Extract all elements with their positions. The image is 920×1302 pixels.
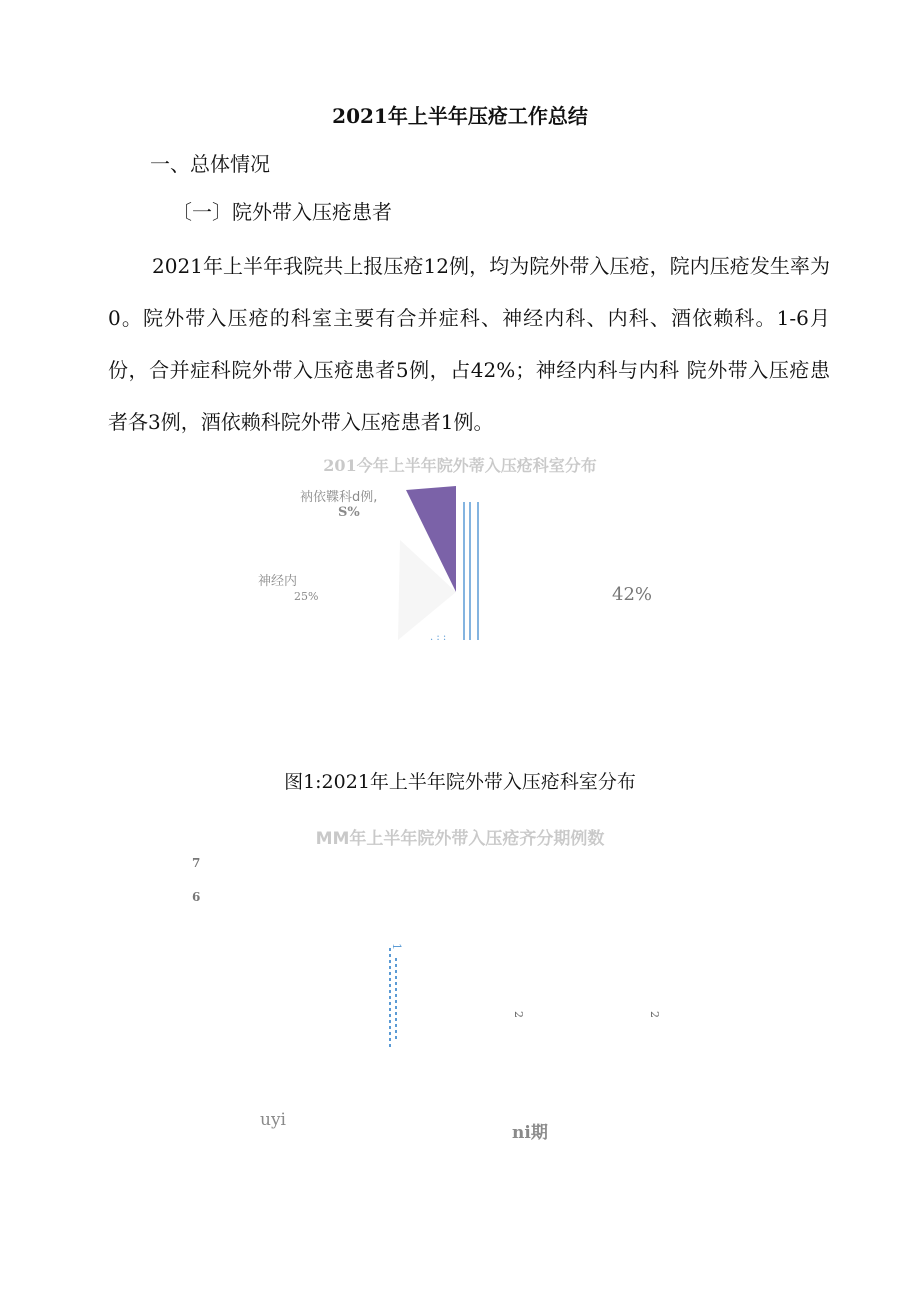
document-title: 2021年上半年压疮工作总结	[332, 104, 588, 128]
pie-value-slice-2: 25%	[294, 590, 319, 603]
section-heading: 一、总体情况	[150, 152, 270, 176]
subsection-heading: 〔一〕院外带入压疮患者	[172, 200, 392, 224]
pie-value-slice-1: S%	[338, 505, 360, 520]
bar-3-data-label: 2	[648, 1011, 661, 1018]
y-tick-6: 6	[192, 890, 201, 904]
body-paragraph	[108, 240, 830, 448]
pie-chart-title: 201今年上半年院外蒂入压疮科室分布	[323, 456, 597, 475]
bar-1	[384, 940, 404, 1055]
x-category-2: ni期	[512, 1123, 548, 1143]
bar-1-data-label: 1	[390, 943, 403, 950]
pie-label-slice-1: 衲依鞢科d例,	[300, 490, 378, 505]
bar-chart-title: MM年上半年院外带入压疮齐分期例数	[315, 829, 605, 849]
figure-caption: 图1:2021年上半年院外带入压疮科室分布	[284, 771, 636, 793]
bar-2-data-label: 2	[512, 1011, 525, 1018]
pie-label-slice-2: 神经内	[258, 574, 298, 589]
paragraph-text: 2021年上半年我院共上报压疮12例，均为院外带入压疮，院内压疮发生率为0。院外带入压疮的科室主要有合并症科、神经内科、内科、酒依赖科。1-6月份，合并症科院外带入压疮患者5例，占42%；神经内科与内科 院外带入压疮患者各3例，酒依赖科院外带入压疮患者1例。	[108, 254, 830, 434]
x-category-1: uyi	[260, 1110, 286, 1130]
pie-dots: . : :	[430, 632, 447, 643]
y-tick-7: 7	[192, 856, 201, 870]
pie-value-slice-3: 42%	[612, 584, 653, 605]
pie-chart	[380, 480, 500, 650]
